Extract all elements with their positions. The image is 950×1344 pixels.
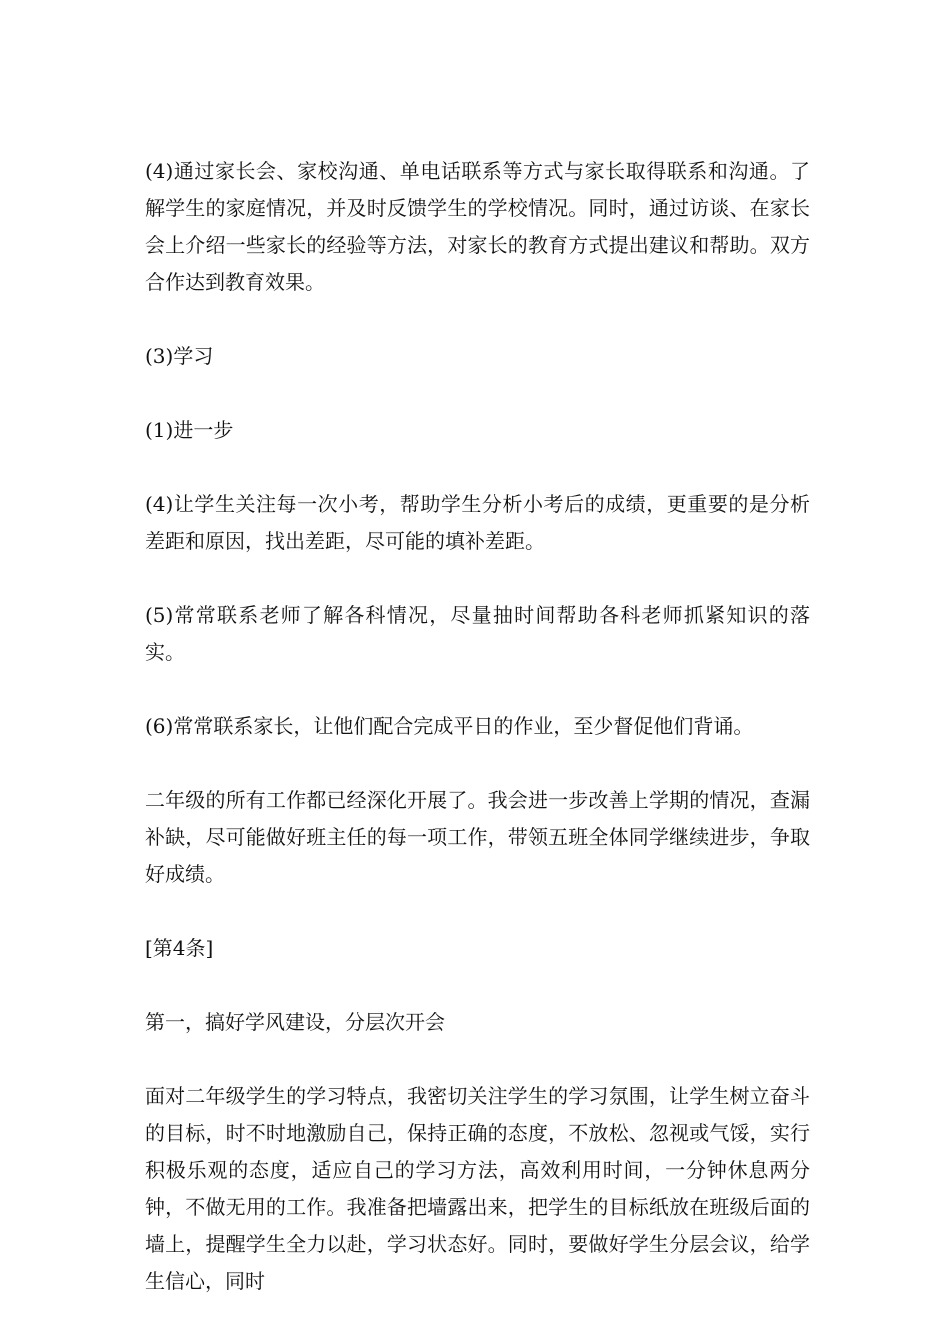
paragraph-parent-communication: (4)通过家长会、家校沟通、单电话联系等方式与家长取得联系和沟通。了解学生的家庭情况，并及时反馈学生的学校情况。同时，通过访谈、在家长会上介绍一些家长的经验等方法，对家长的教育方式提出建议和帮助。双方合作达到教育效果。 (145, 159, 810, 294)
paragraph-quiz-analysis: (4)让学生关注每一次小考，帮助学生分析小考后的成绩，更重要的是分析差距和原因，找出差距，尽可能的填补差距。 (145, 492, 810, 553)
document-body (145, 153, 810, 1300)
paragraph-learning-atmosphere: 面对二年级学生的学习特点，我密切关注学生的学习氛围，让学生树立奋斗的目标，时不时地激励自己，保持正确的态度，不放松、忽视或气馁，实行积极乐观的态度，适应自己的学习方法，高效利用时间，一分钟休息两分钟，不做无用的工作。我准备把墙露出来，把学生的目标纸放在班级后面的墙上，提醒学生全力以赴，学习状态好。同时，要做好学生分层会议，给学生信心，同时 (145, 1084, 810, 1293)
subheading-further: (1)进一步 (145, 418, 234, 442)
heading-study: (3)学习 (145, 344, 214, 368)
section-label-article-4: [第4条] (145, 936, 214, 960)
paragraph-summary: 二年级的所有工作都已经深化开展了。我会进一步改善上学期的情况，查漏补缺，尽可能做好班主任的每一项工作，带领五班全体同学继续进步，争取好成绩。 (145, 788, 810, 886)
paragraph-contact-parents: (6)常常联系家长，让他们配合完成平日的作业，至少督促他们背诵。 (145, 714, 754, 738)
paragraph-contact-teachers: (5)常常联系老师了解各科情况，尽量抽时间帮助各科老师抓紧知识的落实。 (145, 603, 810, 664)
heading-study-style: 第一，搞好学风建设，分层次开会 (145, 1010, 445, 1034)
